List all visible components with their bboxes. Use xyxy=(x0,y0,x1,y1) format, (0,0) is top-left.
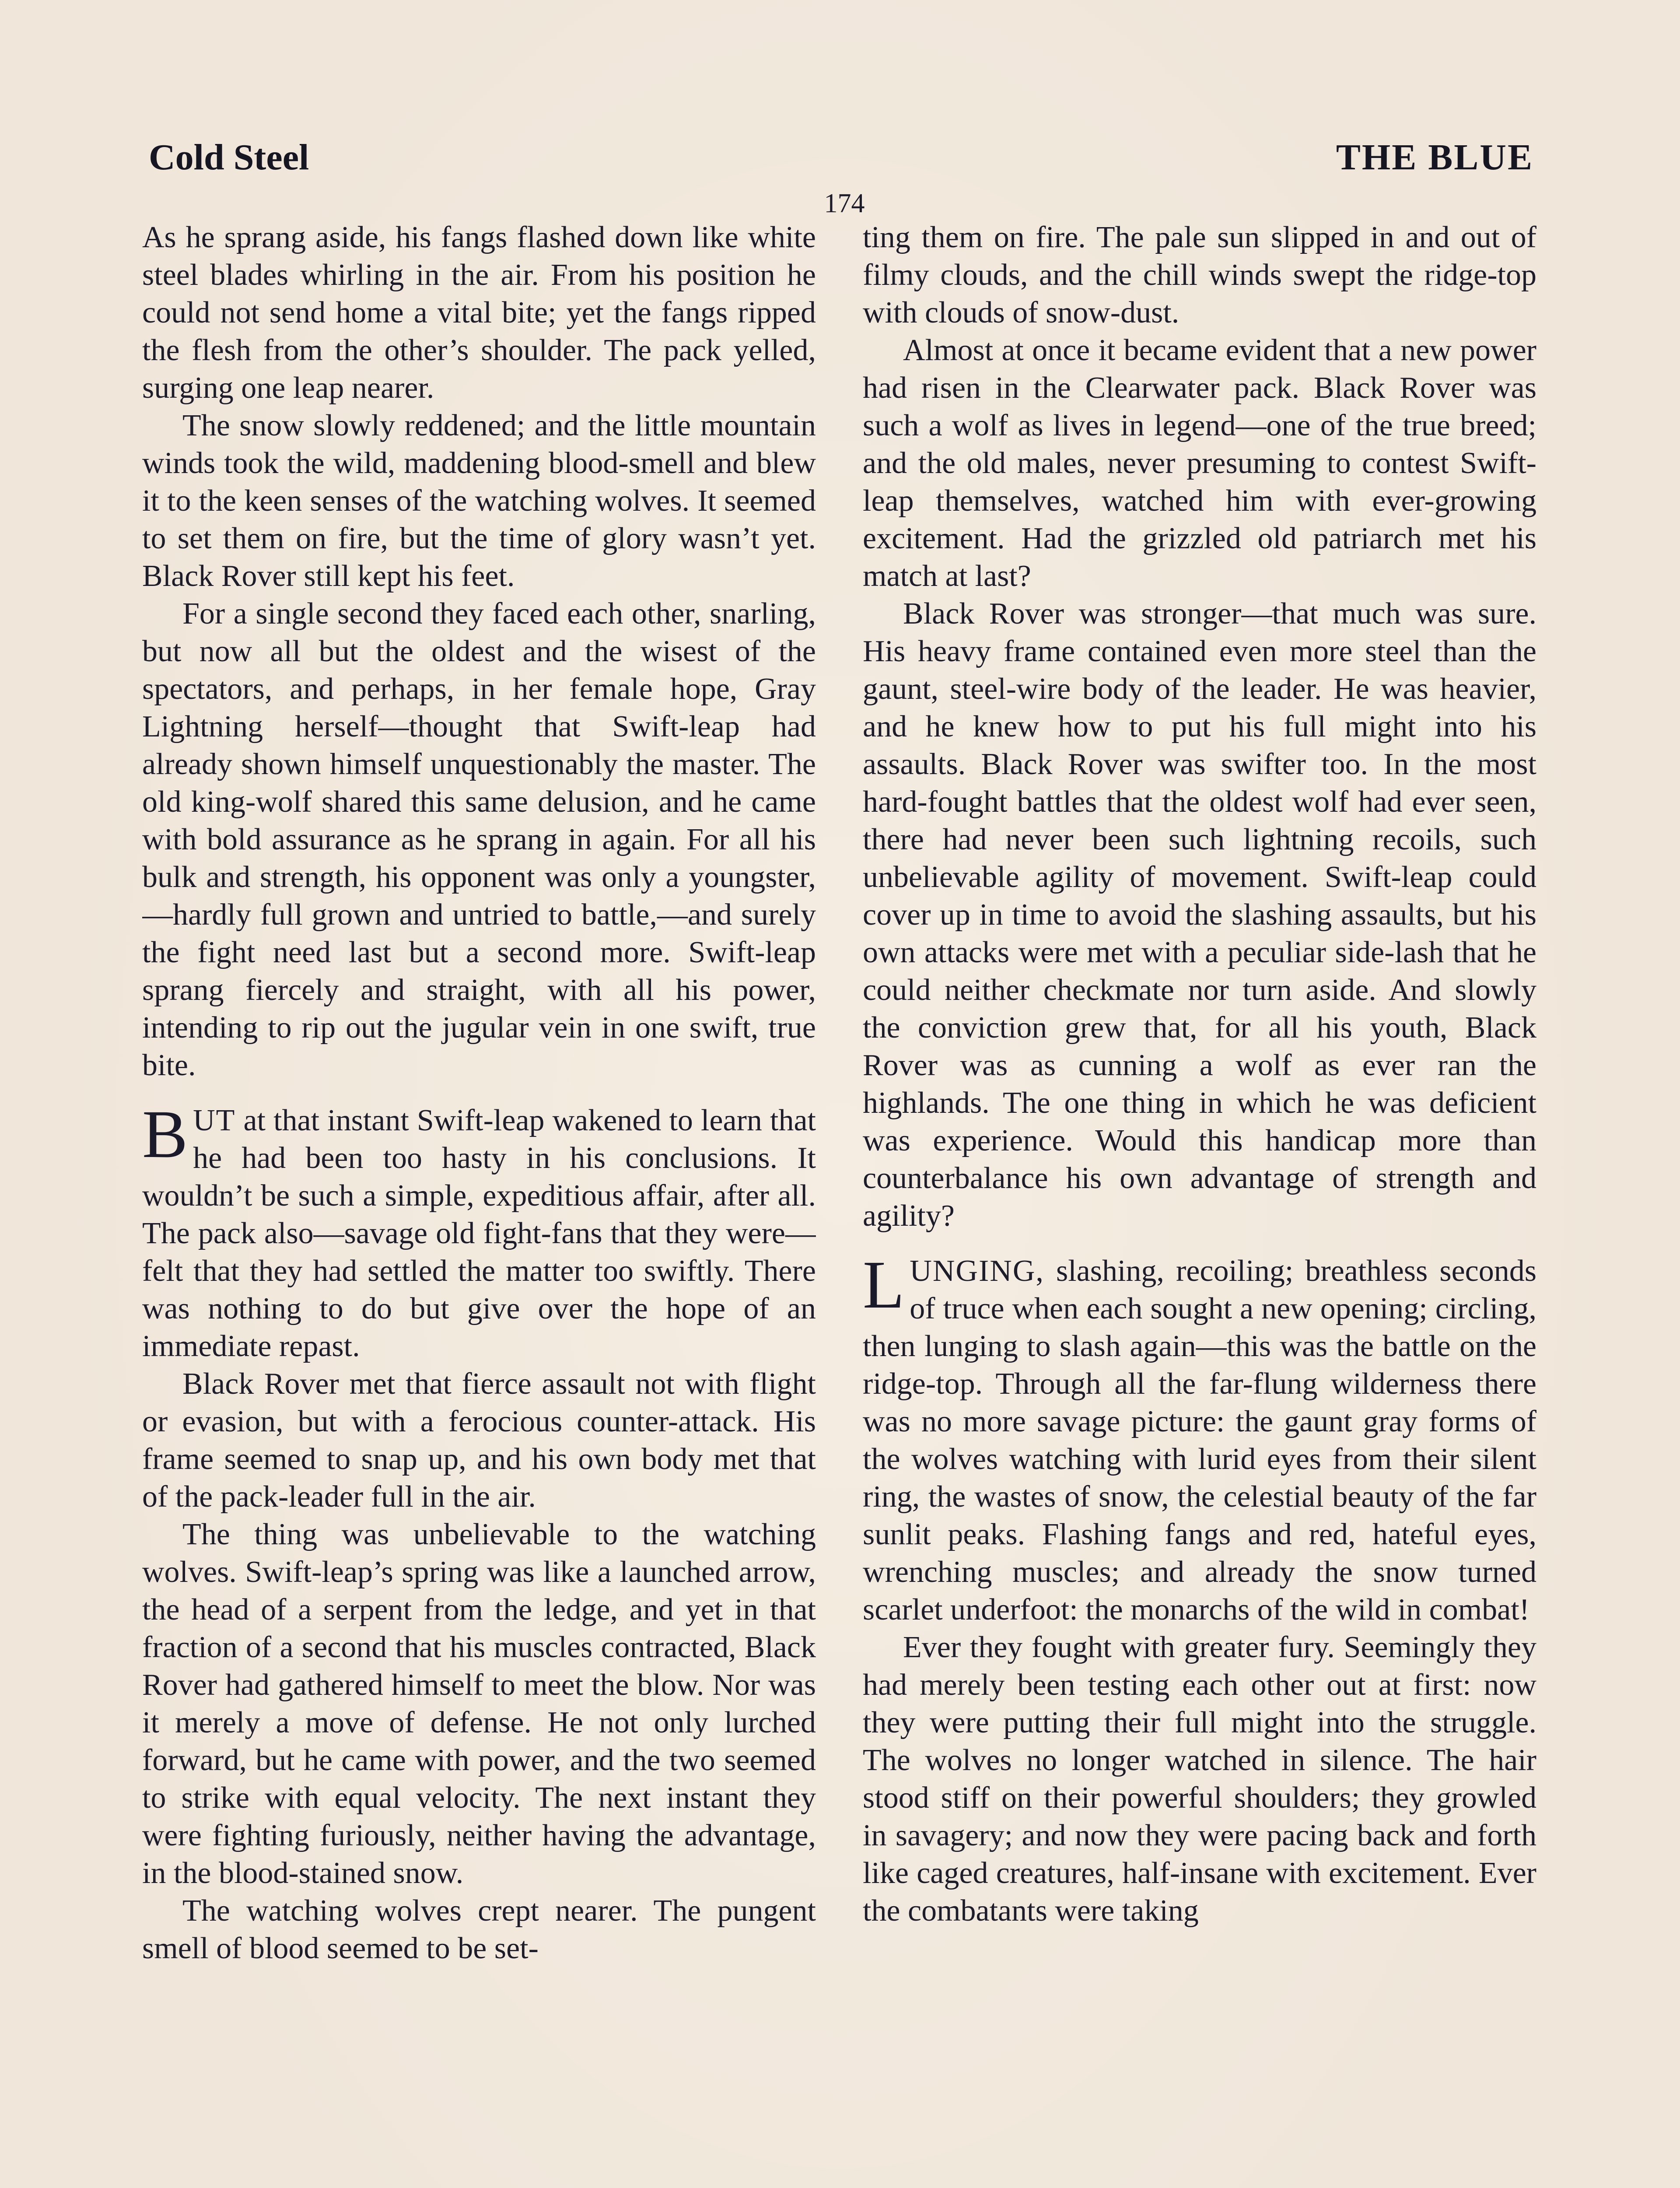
story-title: Cold Steel xyxy=(149,137,309,178)
page-number: 174 xyxy=(824,189,865,218)
paragraph-text: slashing, recoiling; breathless seconds of truce when each sought a new opening; circling, then lunging to slash again—this was the battle on the ridge-top. Through all the far-flung wilderness there was no more savage picture: the gaunt gray forms of the wolves watching with lurid eyes from their silent ring, the wastes of snow, the celestial beauty of the far sunlit peaks. Flashing fangs and red, hateful eyes, wrenching muscles; and already the snow turned scarlet underfoot: the monarchs of the wild in combat! xyxy=(863,1254,1536,1627)
section-opening-paragraph xyxy=(142,1096,816,1365)
paragraph: Ever they fought with greater fury. Seemingly they had merely been testing each other out at first: now they were putting their full might into the struggle. The wolves no longer watched in silence. The hair stood stiff on their powerful shoulders; they growled in savagery; and now they were pacing back and forth like caged creatures, half-insane with excitement. Ever the combatants were taking xyxy=(863,1630,1536,1928)
paragraph: The snow slowly reddened; and the little mountain winds took the wild, maddening blood-smell and blew it to the keen senses of the watching wolves. It seemed to set them on fire, but the time of glory wasn’t yet. Black Rover still kept his feet. xyxy=(142,409,816,593)
paragraph: Black Rover was stronger—that much was sure. His heavy frame contained even more steel than the gaunt, steel-wire body of the leader. He was heavier, and he knew how to put his full might into his assaults. Black Rover was swifter too. In the most hard-fought battles that the oldest wolf had ever seen, there had never been such lightning recoils, such unbelievable agility of movement. Swift-leap could cover up in time to avoid the slashing assaults, but his own attacks were met with a peculiar side-lash that he could neither checkmate nor turn aside. And slowly the conviction grew that, for all his youth, Black Rover was as cunning a wolf as ever ran the highlands. The one thing in which he was deficient was experience. Would this handicap more than counterbalance his own advantage of strength and agility? xyxy=(863,597,1536,1233)
drop-cap: B xyxy=(142,1096,188,1172)
magazine-title: THE BLUE xyxy=(1336,137,1533,178)
paragraph: The thing was unbelievable to the watching wolves. Swift-leap’s spring was like a launched arrow, the head of a serpent from the ledge, and yet in that fraction of a second that his muscles contracted, Black Rover had gathered himself to meet the blow. Nor was it merely a move of defense. He not only lurched forward, but he came with power, and the two seemed to strike with equal velocity. The next instant they were fighting furiously, neither having the advantage, in the blood-stained snow. xyxy=(142,1518,816,1890)
right-column xyxy=(863,219,1536,2188)
paragraph: The watching wolves crept nearer. The pungent smell of blood seemed to be set- xyxy=(142,1894,816,1965)
section-opening-paragraph xyxy=(863,1247,1536,1629)
paragraph: As he sprang aside, his fangs flashed down like white steel blades whirling in the air. From his position he could not send home a vital bite; yet the fangs ripped the flesh from the other’s shoulder. The pack yelled, surging one leap nearer. xyxy=(142,221,816,405)
page-header xyxy=(149,127,1533,188)
paragraph: Almost at once it became evident that a new power had risen in the Clearwater pack. Black Rover was such a wolf as lives in legend—one of the true breed; and the old males, never presuming to contest Swift-leap themselves, watched him with ever-growing excitement. Had the grizzled old patriarch met his match at last? xyxy=(863,333,1536,593)
paragraph-text: at that instant Swift-leap wakened to learn that he had been too hasty in his conclusions. It wouldn’t be such a simple, expeditious affair, after all. The pack also—savage old fight-fans that they were—felt that they had settled the matter too swiftly. There was nothing to do but give over the hope of an immediate repast. xyxy=(142,1104,816,1363)
drop-cap: L xyxy=(863,1247,905,1322)
small-caps-lead: UNGING, xyxy=(910,1254,1044,1288)
paragraph: For a single second they faced each other, snarling, but now all but the oldest and the wisest of the spectators, and perhaps, in her female hope, Gray Lightning herself—thought that Swift-leap had already shown himself unquestionably the master. The old king-wolf shared this same delusion, and he came with bold assurance as he sprang in again. For all his bulk and strength, his opponent was only a youngster,—hardly full grown and untried to battle,—and surely the fight need last but a second more. Swift-leap sprang fiercely and straight, with all his power, intending to rip out the jugular vein in one swift, true bite. xyxy=(142,597,816,1082)
small-caps-lead: UT xyxy=(193,1104,236,1137)
paragraph: Black Rover met that fierce assault not with flight or evasion, but with a ferocious counter-attack. His frame seemed to snap up, and his own body met that of the pack-leader full in the air. xyxy=(142,1367,816,1514)
left-column xyxy=(142,219,816,2188)
paragraph: ting them on fire. The pale sun slipped in and out of filmy clouds, and the chill winds swept the ridge-top with clouds of snow-dust. xyxy=(863,221,1536,330)
